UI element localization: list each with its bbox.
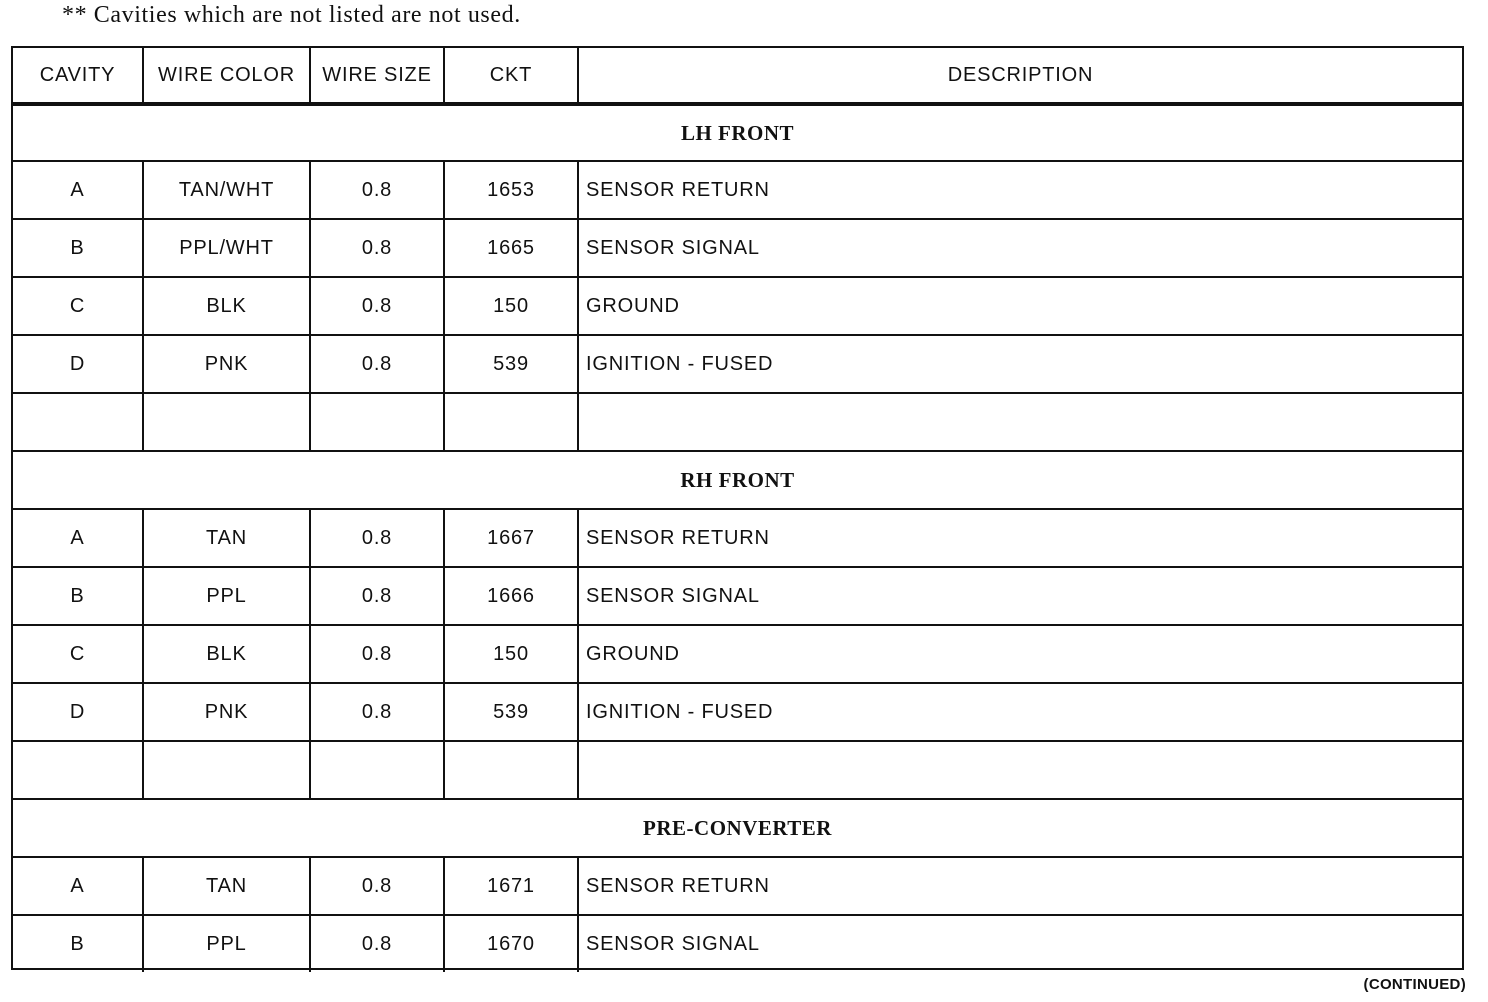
cell-wire-size — [311, 742, 445, 798]
table-row — [13, 914, 1462, 972]
cell-wire-size: 0.8 — [311, 220, 445, 276]
cell-ckt — [445, 394, 579, 450]
table-row — [13, 624, 1462, 682]
table-row — [13, 160, 1462, 218]
table-row — [13, 508, 1462, 566]
table-row — [13, 276, 1462, 334]
section-header-row — [13, 798, 1462, 856]
cell-cavity: A — [13, 858, 144, 914]
cell-description: SENSOR SIGNAL — [586, 236, 760, 259]
cell-ckt: 150 — [445, 626, 579, 682]
cell-ckt — [445, 742, 579, 798]
cell-ckt: 1666 — [445, 568, 579, 624]
cell-wire-color: PNK — [144, 336, 311, 392]
cell-description: SENSOR RETURN — [586, 874, 770, 897]
cell-ckt: 1665 — [445, 220, 579, 276]
connector-table — [11, 46, 1464, 970]
cell-cavity: C — [13, 278, 144, 334]
section-title: PRE-CONVERTER — [643, 815, 832, 840]
table-row — [13, 682, 1462, 740]
cell-description: SENSOR SIGNAL — [586, 584, 760, 607]
cell-description: SENSOR RETURN — [586, 178, 770, 201]
cell-ckt: 150 — [445, 278, 579, 334]
section-title: RH FRONT — [680, 467, 795, 492]
cell-wire-size: 0.8 — [311, 626, 445, 682]
cell-wire-color: PPL/WHT — [144, 220, 311, 276]
cell-ckt: 1653 — [445, 162, 579, 218]
cell-ckt: 1667 — [445, 510, 579, 566]
header-wire-color: WIRE COLOR — [144, 48, 311, 102]
cell-wire-size: 0.8 — [311, 684, 445, 740]
cell-ckt: 1670 — [445, 916, 579, 972]
cell-wire-color: PPL — [144, 568, 311, 624]
cell-description: IGNITION - FUSED — [586, 700, 774, 723]
cell-description: GROUND — [586, 294, 680, 317]
table-row — [13, 566, 1462, 624]
cell-description — [579, 394, 1462, 450]
cell-wire-size — [311, 394, 445, 450]
cell-wire-color: BLK — [144, 626, 311, 682]
cell-cavity: A — [13, 510, 144, 566]
table-row — [13, 740, 1462, 798]
cell-cavity — [13, 742, 144, 798]
header-cavity: CAVITY — [13, 48, 144, 102]
cell-wire-color: PNK — [144, 684, 311, 740]
cell-ckt: 1671 — [445, 858, 579, 914]
cell-cavity: B — [13, 220, 144, 276]
cell-cavity: C — [13, 626, 144, 682]
cell-wire-size: 0.8 — [311, 336, 445, 392]
table-header-row — [13, 48, 1462, 102]
cell-cavity: A — [13, 162, 144, 218]
table-row — [13, 392, 1462, 450]
header-wire-size: WIRE SIZE — [311, 48, 445, 102]
cell-wire-color — [144, 742, 311, 798]
table-row — [13, 334, 1462, 392]
header-description: DESCRIPTION — [947, 63, 1094, 86]
cell-wire-size: 0.8 — [311, 162, 445, 218]
cell-wire-color: TAN — [144, 510, 311, 566]
cell-wire-size: 0.8 — [311, 568, 445, 624]
cell-ckt: 539 — [445, 336, 579, 392]
continued-label: (CONTINUED) — [1363, 976, 1466, 993]
table-row — [13, 218, 1462, 276]
section-header-row — [13, 450, 1462, 508]
table-row — [13, 856, 1462, 914]
cell-description: SENSOR RETURN — [586, 526, 770, 549]
cell-wire-color — [144, 394, 311, 450]
cell-wire-color: PPL — [144, 916, 311, 972]
cell-cavity: D — [13, 684, 144, 740]
cell-description: GROUND — [586, 642, 680, 665]
section-title: LH FRONT — [680, 120, 795, 145]
header-ckt: CKT — [445, 48, 579, 102]
cell-description — [579, 742, 1462, 798]
cell-wire-color: TAN/WHT — [144, 162, 311, 218]
section-header-row — [13, 102, 1462, 160]
cell-description: IGNITION - FUSED — [586, 352, 774, 375]
cell-description: SENSOR SIGNAL — [586, 932, 760, 955]
cell-cavity: D — [13, 336, 144, 392]
cell-ckt: 539 — [445, 684, 579, 740]
cell-wire-size: 0.8 — [311, 858, 445, 914]
cell-wire-color: BLK — [144, 278, 311, 334]
cell-cavity: B — [13, 568, 144, 624]
cell-cavity: B — [13, 916, 144, 972]
cell-cavity — [13, 394, 144, 450]
cell-wire-size: 0.8 — [311, 510, 445, 566]
cell-wire-size: 0.8 — [311, 916, 445, 972]
cell-wire-color: TAN — [144, 858, 311, 914]
footnote-note: ** Cavities which are not listed are not used. — [62, 2, 521, 28]
cell-wire-size: 0.8 — [311, 278, 445, 334]
